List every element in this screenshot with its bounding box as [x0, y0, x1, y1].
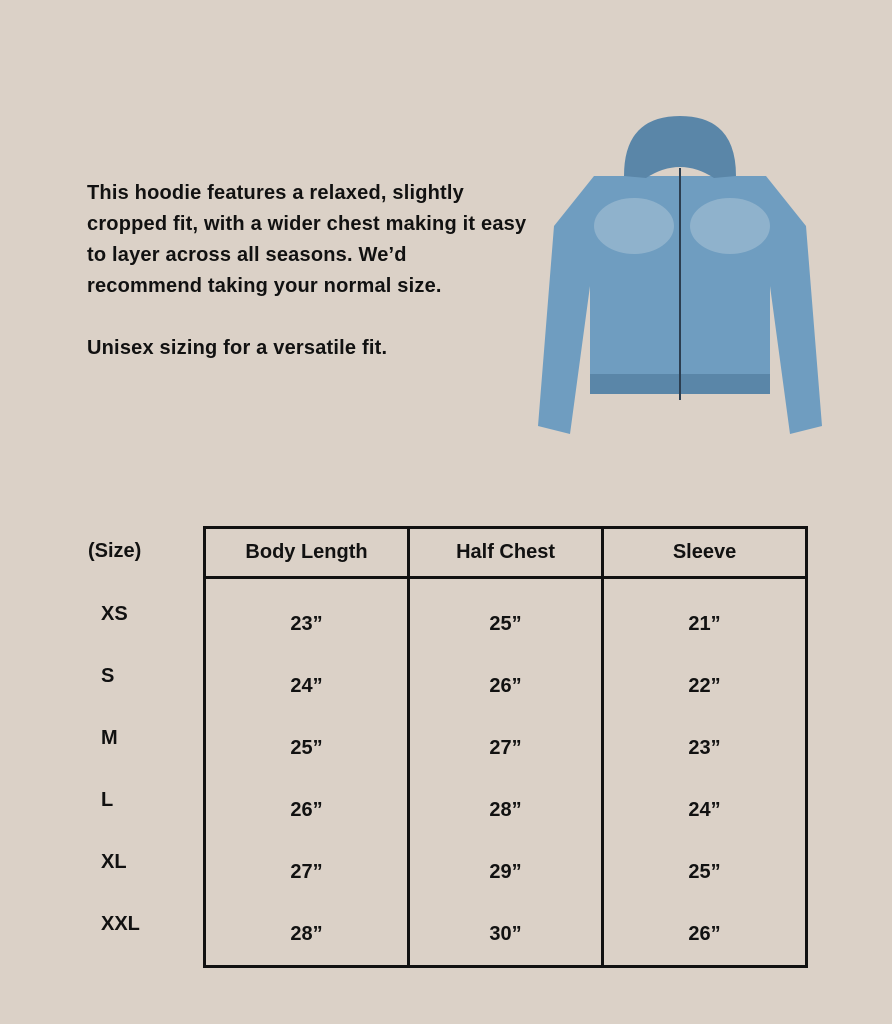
- size-chart-table: [203, 526, 808, 968]
- table-row: [205, 903, 807, 967]
- sleeve-cell: 24”: [603, 779, 807, 841]
- product-description: [87, 178, 527, 364]
- body-length-cell: 23”: [205, 578, 409, 656]
- half-chest-cell: 29”: [409, 841, 603, 903]
- size-label: M: [101, 727, 118, 749]
- half-chest-cell: 27”: [409, 717, 603, 779]
- size-label: XL: [101, 851, 127, 873]
- half-chest-cell: 30”: [409, 903, 603, 967]
- half-chest-cell: 25”: [409, 578, 603, 656]
- body-length-cell: 27”: [205, 841, 409, 903]
- table-row: [205, 655, 807, 717]
- hoodie-illustration: [534, 116, 826, 438]
- sleeve-cell: 21”: [603, 578, 807, 656]
- table-header-row: [205, 528, 807, 578]
- size-label: S: [101, 665, 115, 687]
- sizing-note: Unisex sizing for a versatile fit.: [87, 337, 388, 359]
- table-row: [205, 717, 807, 779]
- half-chest-cell: 28”: [409, 779, 603, 841]
- body-length-cell: 26”: [205, 779, 409, 841]
- sleeve-cell: 23”: [603, 717, 807, 779]
- size-label: XS: [101, 603, 128, 625]
- header-body-length: Body Length: [205, 528, 409, 578]
- size-label: XXL: [101, 913, 140, 935]
- table-row: [205, 578, 807, 656]
- table-row: [205, 779, 807, 841]
- body-length-cell: 24”: [205, 655, 409, 717]
- sleeve-cell: 22”: [603, 655, 807, 717]
- sleeve-cell: 25”: [603, 841, 807, 903]
- table-row: [205, 841, 807, 903]
- size-column-header: (Size): [88, 540, 142, 562]
- half-chest-cell: 26”: [409, 655, 603, 717]
- product-image-placeholder: [534, 116, 826, 438]
- header-sleeve: Sleeve: [603, 528, 807, 578]
- header-half-chest: Half Chest: [409, 528, 603, 578]
- size-label-column: [88, 526, 198, 948]
- size-label: L: [101, 789, 114, 811]
- fit-description: This hoodie features a relaxed, slightly cropped fit, with a wider chest making it easy to layer across all seasons. We’d recommend taking your normal size.: [87, 182, 527, 297]
- body-length-cell: 25”: [205, 717, 409, 779]
- body-length-cell: 28”: [205, 903, 409, 967]
- sleeve-cell: 26”: [603, 903, 807, 967]
